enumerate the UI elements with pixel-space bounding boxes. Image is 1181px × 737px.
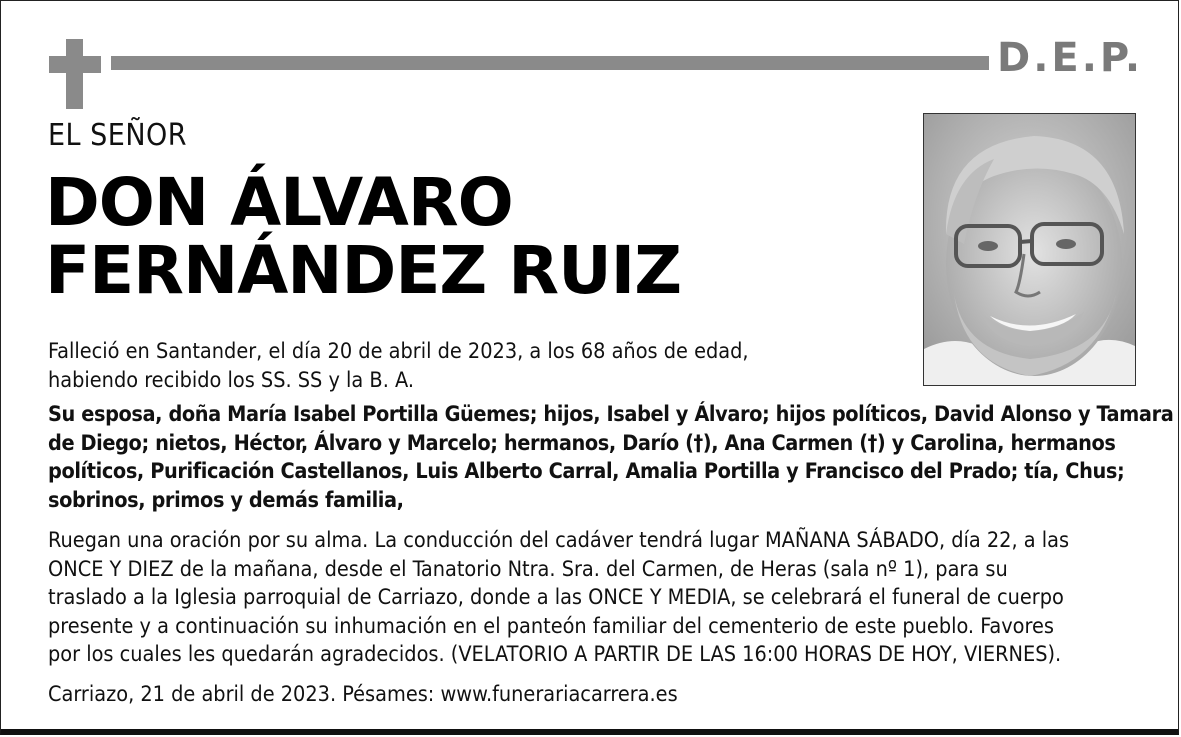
name-line: DON ÁLVARO <box>45 164 513 241</box>
header-rule <box>111 56 989 70</box>
text-line: Ruegan una oración por su alma. La conducción del cadáver tendrá lugar MAÑANA SÁBADO, día 22, a las <box>48 528 1070 553</box>
ceremony-details <box>48 527 1069 670</box>
text-line: presente y a continuación su inhumación en el panteón familiar del cementerio de este pueblo. Favores <box>48 613 1054 639</box>
text-line: políticos, Purificación Castellanos, Luis Alberto Carral, Amalia Portilla y Francisco del Prado; tía, Chus; <box>48 459 1125 484</box>
dep-badge: D.E.P. <box>997 35 1144 81</box>
text-line: habiendo recibido los SS. SS y la B. A. <box>48 367 414 393</box>
text-line: Falleció en Santander, el día 20 de abril de 2023, a los 68 años de edad, <box>48 339 749 364</box>
intro-title: EL SEÑOR <box>48 118 188 153</box>
family-list <box>48 401 1173 515</box>
text-line: ONCE Y DIEZ de la mañana, desde el Tanatorio Ntra. Sra. del Carmen, de Heras (sala nº 1), para su <box>48 556 1008 582</box>
text-line: por los cuales les quedarán agradecidos. (VELATORIO A PARTIR DE LAS 16:00 HORAS DE HOY, VIERNES). <box>48 642 1062 667</box>
text-line: sobrinos, primos y demás familia, <box>48 487 404 513</box>
text-line: traslado a la Iglesia parroquial de Carriazo, donde a las ONCE Y MEDIA, se celebrará el funeral de cuerpo <box>48 585 1064 610</box>
portrait-photo <box>923 113 1136 386</box>
cross-icon <box>49 39 101 109</box>
text-line: Su esposa, doña María Isabel Portilla Güemes; hijos, Isabel y Álvaro; hijos políticos, David Alonso y Tamara <box>48 402 1174 427</box>
name-line: FERNÁNDEZ RUIZ <box>45 232 682 309</box>
death-notice <box>48 338 749 395</box>
text-line: de Diego; nietos, Héctor, Álvaro y Marcelo; hermanos, Darío (†), Ana Carmen (†) y Carolina, hermanos <box>48 430 1116 456</box>
deceased-name <box>45 164 682 309</box>
portrait-image <box>924 114 1135 385</box>
footer-condolences: Carriazo, 21 de abril de 2023. Pésames: www.funerariacarrera.es <box>48 682 678 707</box>
